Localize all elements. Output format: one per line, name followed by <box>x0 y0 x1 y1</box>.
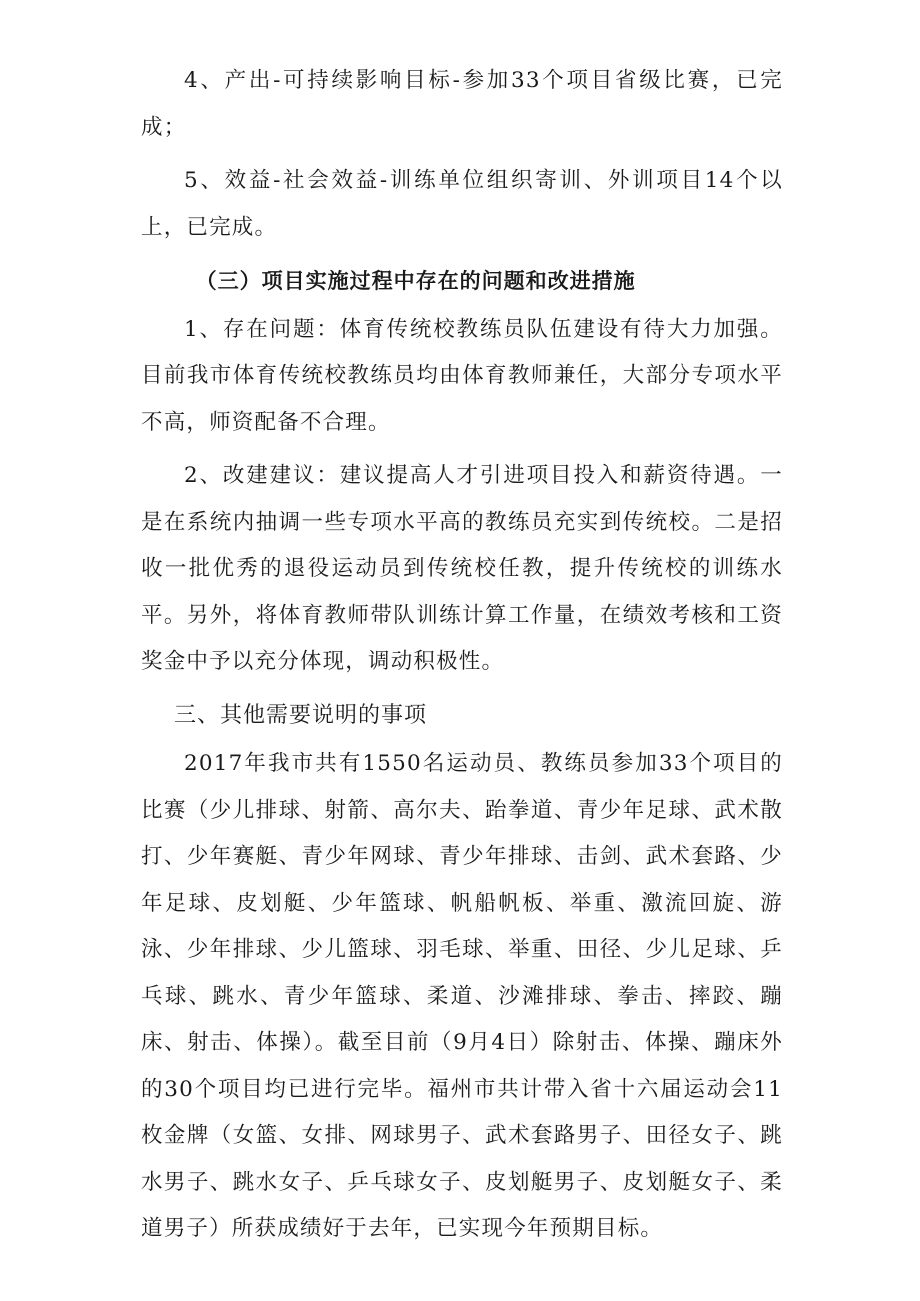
document-body <box>141 58 783 1253</box>
paragraph-improvement-suggestion: 2、改建建议：建议提高人才引进项目投入和薪资待遇。一是在系统内抽调一些专项水平高的教练员充实到传统校。二是招收一批优秀的退役运动员到传统校任教，提升传统校的训练水平。另外，将体育教师带队训练计算工作量，在绩效考核和工资奖金中予以充分体现，调动积极性。 <box>141 463 783 674</box>
heading-other-matters: 三、其他需要说明的事项 <box>174 702 428 728</box>
paragraph-output-target: 4、产出-可持续影响目标-参加33个项目省级比赛，已完成； <box>141 68 783 140</box>
paragraph-other-matters: 2017年我市共有1550名运动员、教练员参加33个项目的比赛（少儿排球、射箭、高尔夫、跆拳道、青少年足球、武术散打、少年赛艇、青少年网球、青少年排球、击剑、武术套路、少年足球、皮划艇、少年篮球、帆船帆板、举重、激流回旋、游泳、少年排球、少儿篮球、羽毛球、举重、田径、少儿足球、乒乓球、跳水、青少年篮球、柔道、沙滩排球、拳击、摔跤、蹦床、射击、体操）。截至目前（9月4日）除射击、体操、蹦床外的30个项目均已进行完毕。福州市共计带入省十六届运动会11枚金牌（女篮、女排、网球男子、武术套路男子、田径女子、跳水男子、跳水女子、乒乓球女子、皮划艇男子、皮划艇女子、柔道男子）所获成绩好于去年，已实现今年预期目标。 <box>141 751 783 1241</box>
paragraph-existing-problem: 1、存在问题：体育传统校教练员队伍建设有待大力加强。目前我市体育传统校教练员均由体育教师兼任，大部分专项水平不高，师资配备不合理。 <box>141 316 783 435</box>
subheading-problems-and-measures: （三）项目实施过程中存在的问题和改进措施 <box>195 269 636 293</box>
paragraph-benefit-target: 5、效益-社会效益-训练单位组织寄训、外训项目14个以上，已完成。 <box>141 168 783 240</box>
